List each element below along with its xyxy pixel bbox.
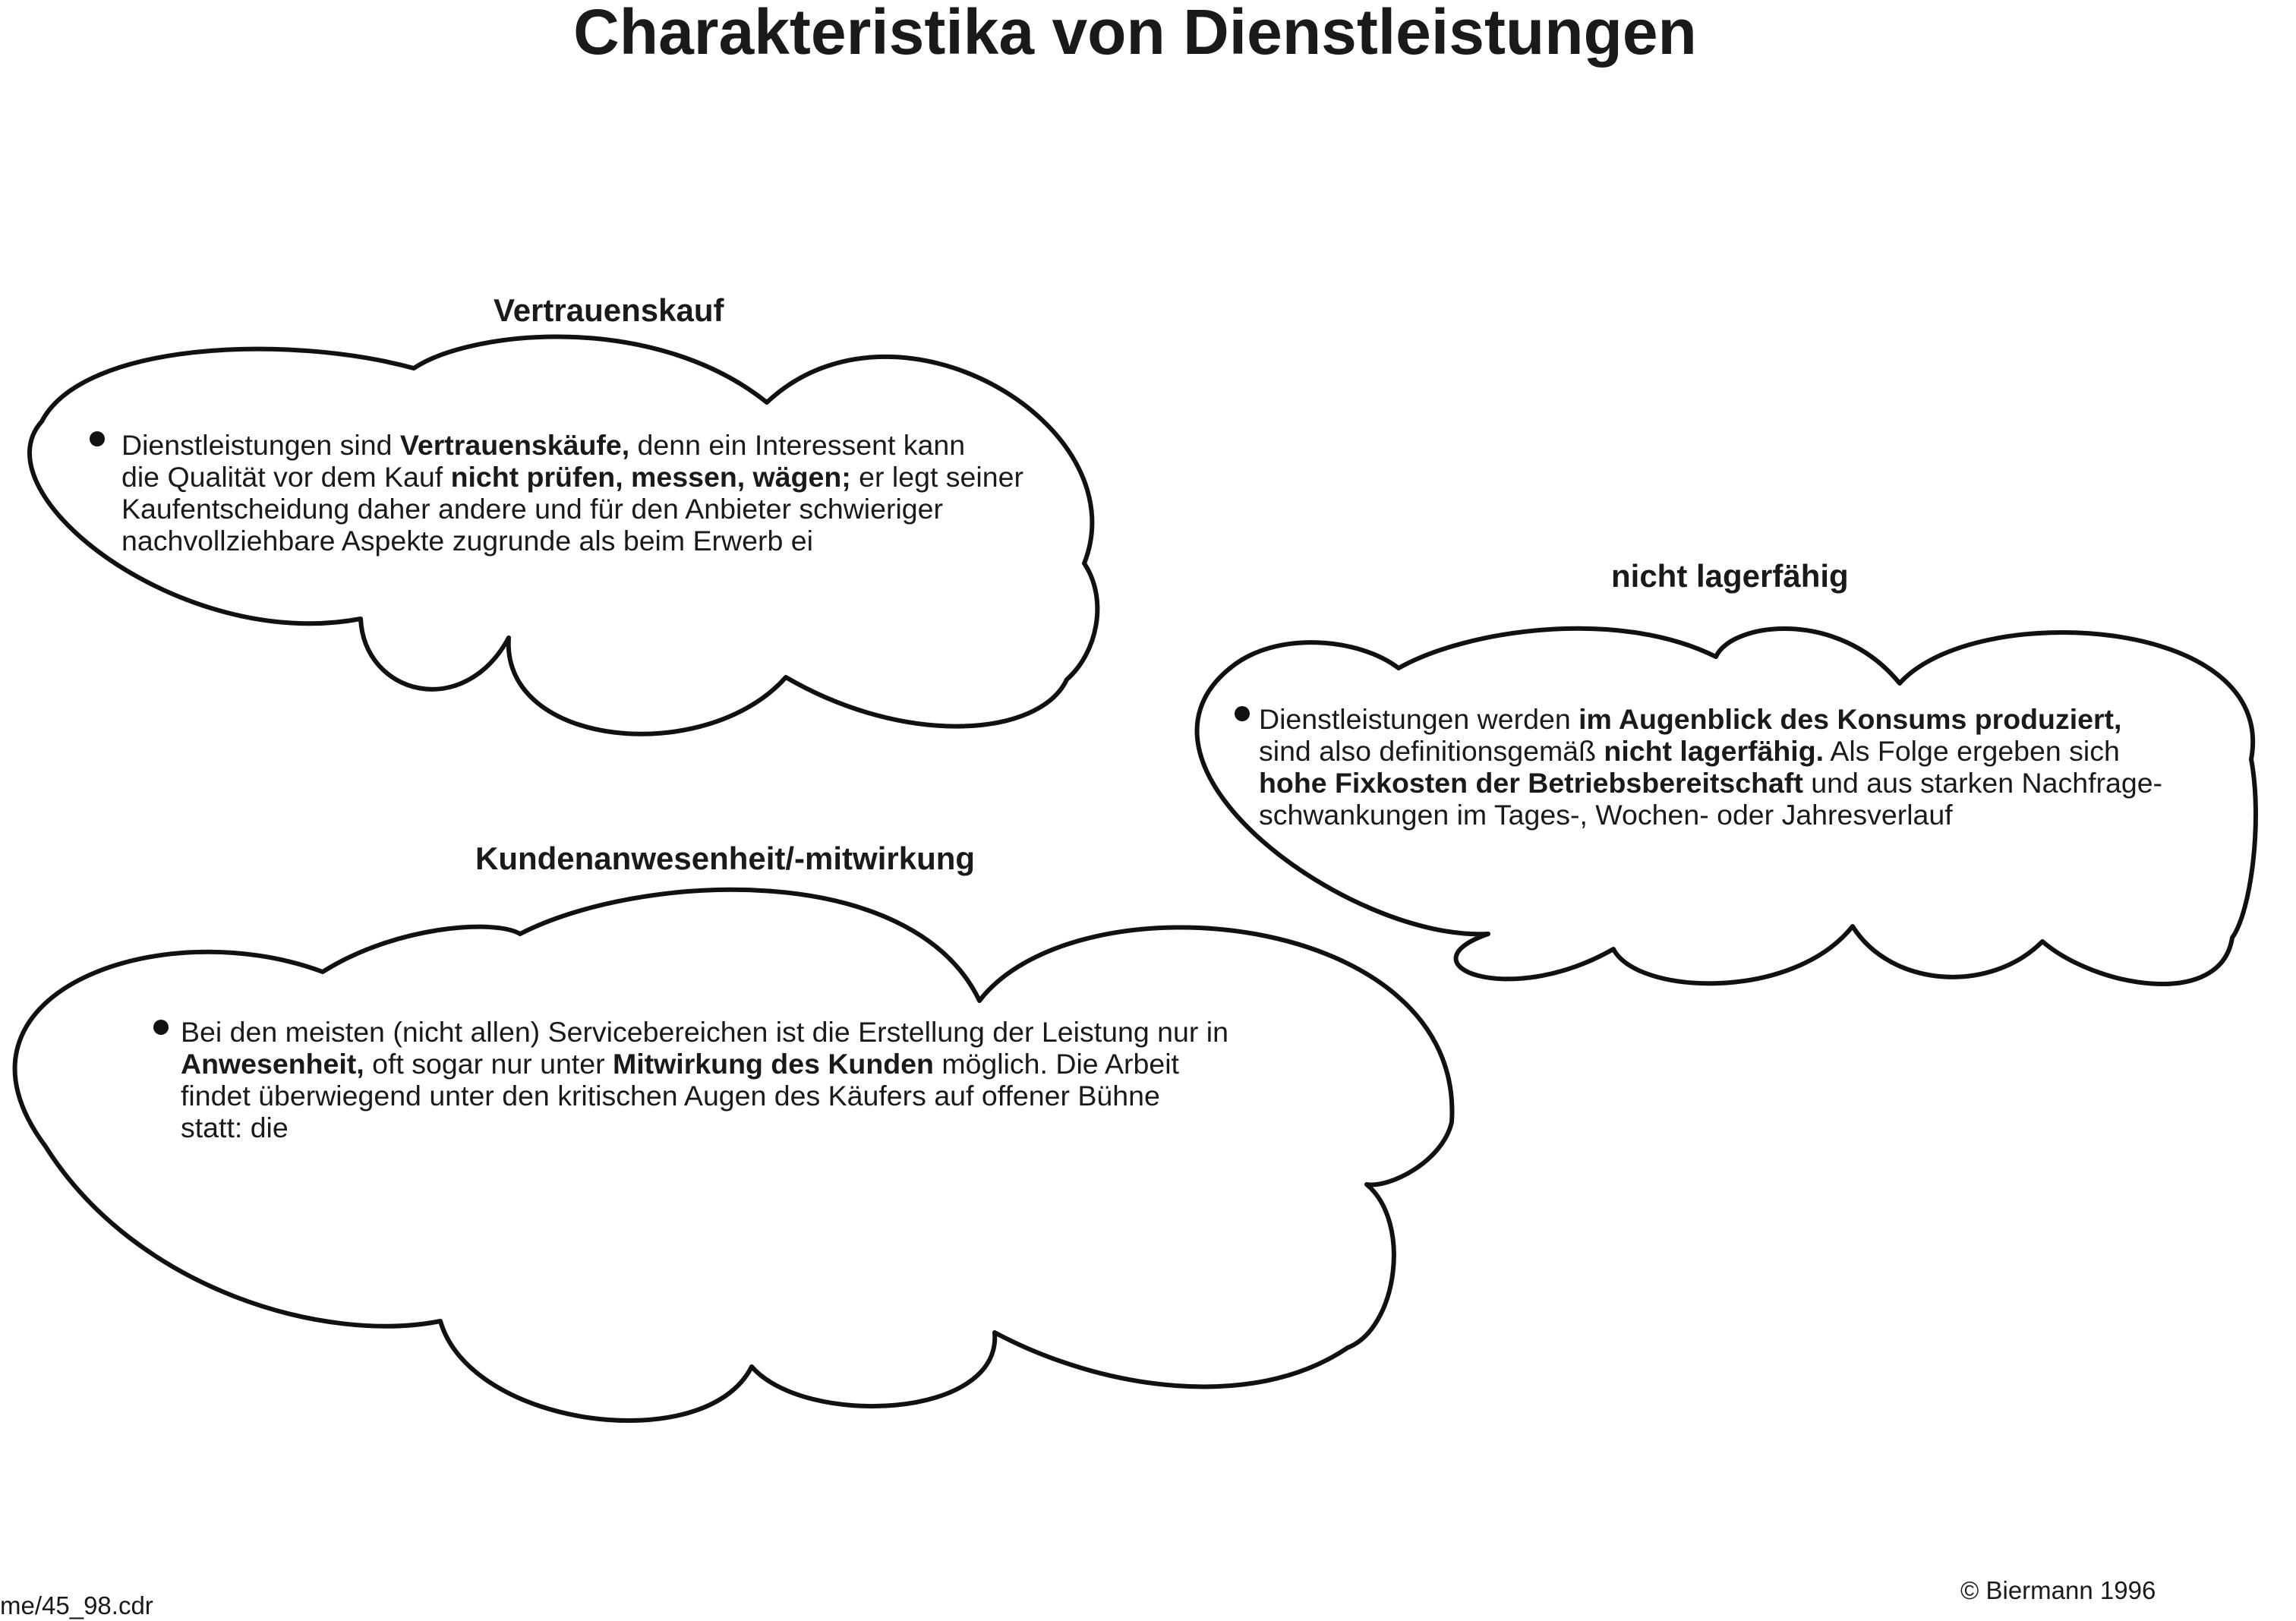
emphasis-text: nicht prüfen, messen, wägen; xyxy=(450,461,851,493)
text-segment: die Qualität vor dem Kauf xyxy=(121,461,451,493)
copyright-notice: © Biermann 1996 xyxy=(1960,1576,2156,1604)
emphasis-text: nicht lagerfähig. xyxy=(1604,735,1824,767)
bullet-marker xyxy=(153,1020,169,1035)
text-line xyxy=(1259,799,2162,831)
text-segment: denn ein Interessent kann xyxy=(629,429,966,461)
emphasis-text: hohe Fixkosten der Betriebsbereitschaft xyxy=(1259,767,1803,799)
text-segment: Als Folge ergeben sich xyxy=(1824,735,2120,767)
text-segment: Dienstleistungen werden xyxy=(1259,703,1579,735)
text-segment: Kaufentscheidung daher andere und für den Anbieter schwieriger xyxy=(121,493,943,525)
text-segment: findet überwiegend unter den kritischen Augen des Käufers auf offener Bühne xyxy=(181,1080,1160,1112)
heading-vertrauenskauf: Vertrauenskauf xyxy=(494,292,724,328)
text-segment: er legt seiner xyxy=(850,461,1023,493)
text-segment: und aus starken Nachfrage- xyxy=(1802,767,2163,799)
text-line xyxy=(121,525,1023,557)
text-line xyxy=(181,1080,1228,1112)
bullet-marker xyxy=(1235,706,1250,721)
text-segment: möglich. Die Arbeit xyxy=(933,1048,1179,1080)
text-kundenanwesenheit xyxy=(181,1016,1228,1143)
text-line xyxy=(181,1016,1228,1048)
cloud-kundenanwesenheit xyxy=(15,890,1452,1421)
text-segment: oft sogar nur unter xyxy=(364,1048,613,1080)
heading-nicht-lagerfaehig: nicht lagerfähig xyxy=(1611,558,1849,594)
text-segment: nachvollziehbare Aspekte zugrunde als beim Erwerb ei xyxy=(121,525,813,557)
text-segment: sind also definitionsgemäß xyxy=(1259,735,1604,767)
text-line xyxy=(181,1048,1228,1080)
page-title: Charakteristika von Dienstleistungen xyxy=(573,0,1697,68)
text-segment: Bei den meisten (nicht allen) Servicebereichen ist die Erstellung der Leistung nur in xyxy=(181,1016,1228,1048)
text-segment: schwankungen im Tages-, Wochen- oder Jahresverlauf xyxy=(1259,799,1953,831)
text-vertrauenskauf xyxy=(121,429,1023,557)
emphasis-text: im Augenblick des Konsums produziert, xyxy=(1578,703,2122,735)
text-segment: statt: die xyxy=(181,1112,289,1143)
file-reference: me/45_98.cdr xyxy=(0,1591,153,1619)
text-line xyxy=(181,1112,1228,1143)
text-line xyxy=(1259,767,2162,799)
text-line xyxy=(1259,735,2162,767)
text-line xyxy=(121,429,1023,461)
bullet-marker xyxy=(90,431,105,446)
emphasis-text: Vertrauenskäufe, xyxy=(399,429,630,461)
heading-kundenanwesenheit: Kundenanwesenheit/-mitwirkung xyxy=(475,840,976,876)
text-line xyxy=(1259,703,2162,735)
emphasis-text: Mitwirkung des Kunden xyxy=(612,1048,934,1080)
text-nicht-lagerfaehig xyxy=(1259,703,2162,831)
text-line xyxy=(121,493,1023,525)
text-segment: Dienstleistungen sind xyxy=(121,429,400,461)
text-line xyxy=(121,461,1023,493)
emphasis-text: Anwesenheit, xyxy=(181,1048,364,1080)
